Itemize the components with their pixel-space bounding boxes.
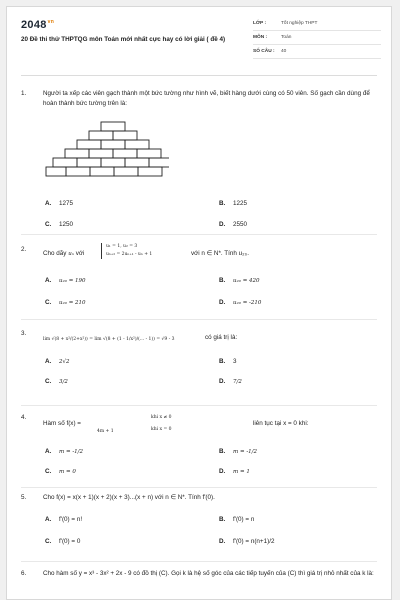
divider — [21, 319, 377, 320]
meta-row-class: LỚP : Tốt nghiệp THPT — [253, 17, 381, 31]
question-2 — [21, 243, 379, 323]
divider — [21, 487, 377, 488]
divider — [21, 561, 377, 562]
question-4 — [21, 411, 379, 489]
option-c[interactable]: C. u₂₀ = 210 — [45, 299, 86, 306]
question-suffix: với n ∈ N*. Tính u₂₀. — [191, 250, 249, 257]
option-c[interactable]: C. m = 0 — [45, 468, 76, 475]
option-d[interactable]: D. u₂₀ = -210 — [219, 299, 262, 306]
document-title: 20 Đề thi thử THPTQG môn Toán mới nhất cực hay có lời giải ( đề 4) — [21, 36, 226, 43]
option-a[interactable]: A. f'(0) = n! — [45, 516, 83, 523]
question-number: 4. — [21, 414, 27, 421]
piecewise-case-1: khi x ≠ 0 — [151, 415, 172, 420]
option-b[interactable]: B. 1225 — [219, 200, 248, 207]
meta-table — [253, 17, 381, 59]
option-d[interactable]: D. f'(0) = n(n+1)/2 — [219, 538, 275, 545]
question-number: 5. — [21, 494, 27, 501]
option-b[interactable]: B. m = -1/2 — [219, 448, 258, 455]
question-number: 3. — [21, 330, 27, 337]
question-text: Cho dãy uₙ với — [43, 250, 85, 257]
question-3 — [21, 327, 379, 403]
option-c[interactable]: C. 1250 — [45, 221, 74, 228]
piecewise-case-2: khi x = 0 — [151, 427, 172, 432]
site-logo[interactable]: $2048^{vn}$ — [21, 19, 55, 31]
option-d[interactable]: D. m = 1 — [219, 468, 250, 475]
question-5 — [21, 493, 379, 559]
piecewise-denominator: 4m + 1 — [97, 429, 114, 434]
question-text: Người ta xếp các viên gạch thành một bức tường như hình vẽ, biết hàng dưới cùng có 50 viên. Số gạch cần dùng để hoàn thành bức tường trên là: — [43, 90, 370, 107]
divider — [21, 405, 377, 406]
option-b[interactable]: B. 3 — [219, 358, 237, 365]
meta-row-count: SỐ CÂU : 40 — [253, 45, 381, 59]
option-d[interactable]: D. 2550 — [219, 221, 248, 228]
brick-wall-figure — [45, 121, 169, 181]
question-6 — [21, 569, 379, 599]
option-b[interactable]: B. f'(0) = n — [219, 516, 255, 523]
exam-page — [6, 6, 392, 600]
question-text: Cho f(x) = x(x + 1)(x + 2)(x + 3)...(x + n) với n ∈ N*. Tính f'(0). — [43, 494, 215, 501]
question-text: Hàm số f(x) = — [43, 420, 81, 427]
option-a[interactable]: A. m = -1/2 — [45, 448, 84, 455]
option-d[interactable]: D. 7/2 — [219, 378, 242, 385]
divider — [21, 234, 377, 235]
meta-row-subject: MÔN : Toán — [253, 31, 381, 45]
question-text: Cho hàm số y = x³ - 3x² + 2x - 9 có đồ thị (C). Gọi k là hệ số góc của các tiếp tuyến của (C) thì giá trị nhỏ nhất của k là: — [43, 570, 374, 577]
limit-expression: lim √(8 + x²/(2+x²)) = lim √(8 + (1 - 1/x²)/(... - 1)) = √9 - 3 — [43, 337, 175, 342]
option-c[interactable]: C. f'(0) = 0 — [45, 538, 81, 545]
header — [7, 7, 391, 65]
option-a[interactable]: A. 1275 — [45, 200, 74, 207]
question-suffix: liên tục tại x = 0 khi: — [253, 420, 309, 427]
question-1 — [21, 89, 379, 269]
header-divider — [21, 75, 377, 76]
option-b[interactable]: B. u₂₀ = 420 — [219, 277, 260, 284]
option-c[interactable]: C. 3/2 — [45, 378, 68, 385]
question-number: 2. — [21, 246, 27, 253]
question-suffix: có giá trị là: — [205, 334, 238, 341]
recurrence-system: u₁ = 1, u₂ = 3 uₙ₊₂ = 2uₙ₊₁ - uₙ + 1 — [101, 243, 152, 259]
option-a[interactable]: A. 2√2 — [45, 358, 70, 365]
question-number: 1. — [21, 90, 27, 97]
question-number: 6. — [21, 570, 27, 577]
option-a[interactable]: A. u₂₀ = 190 — [45, 277, 86, 284]
